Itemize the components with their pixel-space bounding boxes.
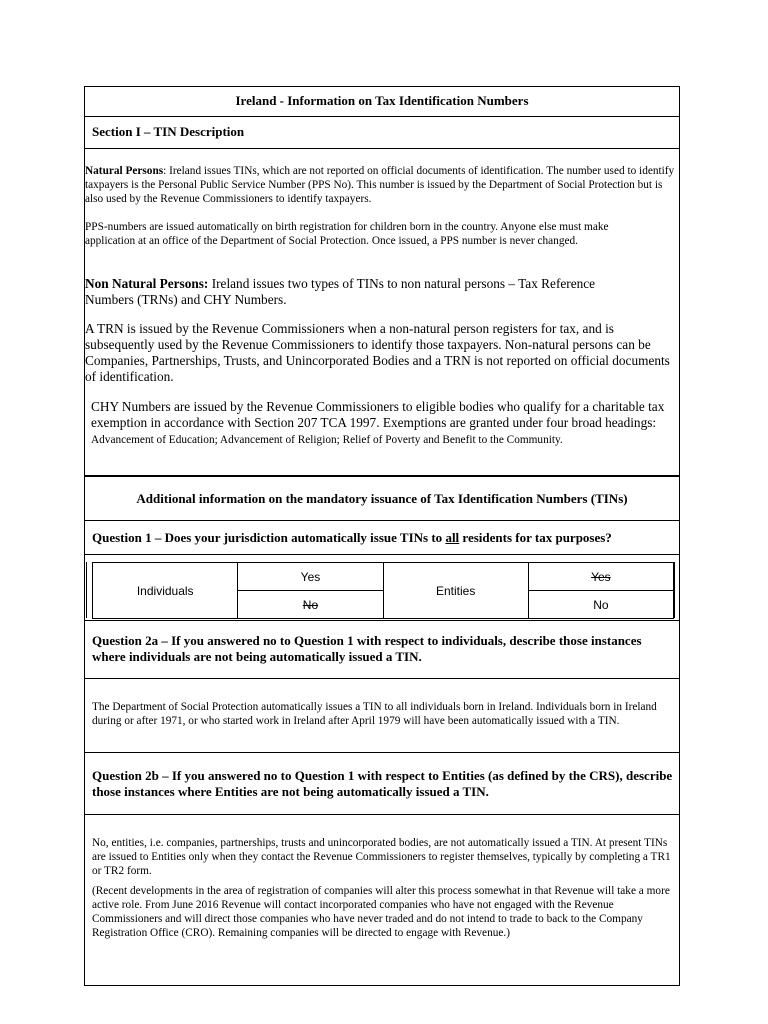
divider (84, 520, 680, 521)
chy-paragraph (91, 399, 671, 448)
chy-text: CHY Numbers are issued by the Revenue Commissioners to eligible bodies who qualify for a charitable tax exemption in accordance with Section 207 TCA 1997. Exemptions are granted under four broad headings: (91, 399, 665, 430)
page-title: Ireland - Information on Tax Identification Numbers (235, 93, 529, 108)
pps-paragraph: PPS-numbers are issued automatically on birth registration for children born in the country. Anyone else must make application at an office of the Department of Social Protection. Once issued, a PPS number is never changed. (85, 221, 609, 247)
divider (84, 116, 680, 117)
section-heading: Section I – TIN Description (92, 124, 245, 139)
divider (84, 620, 680, 621)
individuals-label: Individuals (93, 563, 238, 619)
non-natural-persons-label: Non Natural Persons: (85, 276, 209, 291)
trn-paragraph: A TRN is issued by the Revenue Commissioners when a non-natural person registers for tax, and is subsequently used by the Revenue Commissioners to identify those taxpayers. Non-natural persons can be Companies, Partnerships, Trusts, and Unincorporated Bodies and a TRN is not reported on official documents of identification. (85, 321, 670, 384)
divider (84, 475, 680, 477)
divider (84, 554, 680, 555)
question-2a-answer: The Department of Social Protection automatically issues a TIN to all individuals born in Ireland. Individuals born in Ireland during or after 1971, or who started work in Ireland after April 1979 will have been automatically issued with a TIN. (92, 701, 657, 727)
natural-persons-label: Natural Persons (85, 165, 164, 177)
question-2a: Question 2a – If you answered no to Question 1 with respect to individuals, describe those instances where individuals are not being automatically issued a TIN. (92, 633, 642, 664)
question-2b-answer: No, entities, i.e. companies, partnerships, trusts and unincorporated bodies, are not automatically issued a TIN. At present TINs are issued to Entities only when they contact the Revenue Commissioners to register themselves, typically by completing a TR1 or TR2 form. (92, 837, 671, 877)
entities-label: Entities (383, 563, 528, 619)
question-1-prefix: Question 1 – Does your jurisdiction automatically issue TINs to (92, 530, 446, 545)
natural-persons-text: : Ireland issues TINs, which are not reported on official documents of identification. The number used to identify taxpayers is the Personal Public Service Number (PPS No). This number is issued by the Department of Social Protection but is also used by the Revenue Commissioners to identify taxpayers. (85, 165, 675, 205)
question-2b: Question 2b – If you answered no to Question 1 with respect to Entities (as defined by the CRS), describe those instances where Entities are not being automatically issued a TIN. (92, 768, 673, 799)
additional-info-heading: Additional information on the mandatory issuance of Tax Identification Numbers (TINs) (136, 491, 628, 506)
chy-headings: Advancement of Education; Advancement of Religion; Relief of Poverty and Benefit to the Community. (91, 434, 563, 446)
entities-no: No (528, 591, 673, 619)
divider (84, 814, 680, 815)
answer-table (92, 562, 674, 619)
entities-yes-struck: Yes (528, 563, 673, 591)
non-natural-persons-paragraph (85, 276, 645, 308)
table-edge (86, 562, 87, 618)
question-1-emphasis: all (445, 530, 460, 545)
natural-persons-paragraph (85, 164, 677, 206)
divider (84, 752, 680, 753)
individuals-yes: Yes (238, 563, 383, 591)
table-edge (674, 562, 675, 618)
question-1 (92, 530, 672, 546)
non-natural-persons-text: Ireland issues two types of TINs to non natural persons – Tax Reference Numbers (TRNs) and CHY Numbers. (85, 276, 596, 307)
individuals-no-struck: No (238, 591, 383, 619)
question-2b-note: (Recent developments in the area of registration of companies will alter this process somewhat in that Revenue will take a more active role. From June 2016 Revenue will contact incorporated companies who have not engaged with the Revenue Commissioners and will direct those companies who have never traded and do not intend to trade to back to the Company Registration Office (CRO). Remaining companies will be directed to engage with Revenue.) (92, 885, 670, 939)
divider (84, 678, 680, 679)
question-1-suffix: residents for tax purposes? (459, 530, 612, 545)
divider (84, 148, 680, 149)
